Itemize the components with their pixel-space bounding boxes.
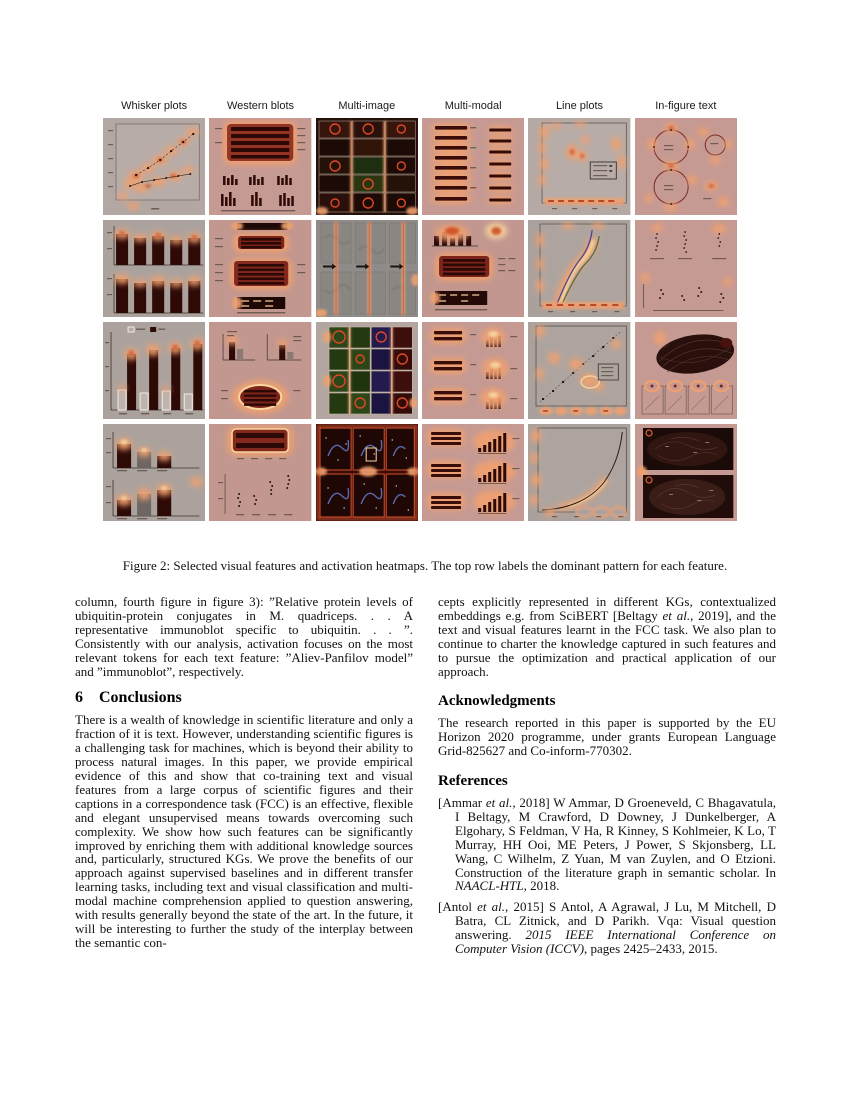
paper-page	[0, 18, 850, 1118]
figure-2-caption: Figure 2: Selected visual features and activation heatmaps. The top row labels the dominant pattern for each feature.	[122, 558, 728, 573]
figure-cell-r3c3-fluorescence-grid	[316, 322, 418, 419]
right-column	[438, 595, 776, 963]
figure-cell-r1c1-whisker	[103, 118, 205, 215]
right-paragraph-1	[438, 595, 776, 678]
figure-cell-r3c5-diagonal-scatter	[528, 322, 630, 419]
figure-cell-r1c5-line-plot	[528, 118, 630, 215]
figure-cell-r2c6-dot-plots	[635, 220, 737, 317]
figure-cell-r4c1-bar-panels	[103, 424, 205, 521]
left-paragraph-1: column, fourth figure in figure 3): ”Relative protein levels of ubiquitin-protein conjugates in M. quadriceps. . . A representative immunoblot specific to ubiquitin. . . ”. Consistently with our analysis, activation focuses on the most relevant tokens for each text feature: ”Aliev-Panfilov model” and ”immunoblot”, respectively.	[75, 594, 413, 679]
venue-italic: 2015 IEEE International Conference on Computer Vision (ICCV)	[455, 927, 776, 957]
right-paragraph-1-text-cont: , 2019], and the text and visual features learnt in the FCC task. We also plan to continue to charter the knowledge captured in such features and to pursue the optimization and practical application of our approach.	[438, 607, 776, 679]
figure-label-in-figure-text: In-figure text	[655, 100, 717, 112]
figure-column-labels	[103, 100, 737, 112]
acknowledgments-paragraph: The research reported in this paper is supported by the EU Horizon 2020 programme, under grants European Language Grid-825627 and Co-inform-770302.	[438, 715, 776, 759]
venue-italic: NAACL-HTL	[455, 878, 524, 894]
heatmap-thumbnail	[422, 118, 524, 215]
reference-text: , 2018] W Ammar, D Groeneveld, C Bhagavatula, I Beltagy, M Crawford, D Downey, J Dunkelberger, A Elgohary, S Feldman, V Ha, R Kinney, S Kohlmeier, K Lo, T Murray, HH Ooi, ME Peters, J Power, S Skjonsberg, LL Wang, C Wilhelm, Z Yuan, M van Zuylen, and O Etzioni. Construction of the literature graph in semantic scholar. In	[455, 794, 776, 880]
reference-text: , 2015] S Antol, A Agrawal, J Lu, M Mitchell, D Batra, CL Zitnick, and D Parikh. Vqa: Visual question answering.	[455, 899, 776, 943]
heatmap-thumbnail	[316, 424, 418, 521]
figure-cell-r4c3-dark-microscopy	[316, 424, 418, 521]
section-heading-conclusions	[75, 691, 413, 705]
figure-cell-r1c3-multi-image	[316, 118, 418, 215]
heatmap-thumbnail	[422, 322, 524, 419]
figure-label-western-blots: Western blots	[226, 100, 295, 112]
conclusions-paragraph: There is a wealth of knowledge in scientific literature and only a fraction of it is text. However, understanding scientific figures is a challenging task for machines, which is beyond their ability to process natural images. In this paper, we provide empirical evidence of this and show that co-training text and visual features from a large corpus of scientific figures and their captions in a correspondence task (FCC) is an effective, flexible and elegant unsupervised means towards overcoming such complexity. We show how such features can be significantly improved by enriching them with additional knowledge sources and, particularly, structured KGs. We prove the benefits of our approach against supervised baselines and in different transfer learning tasks, including text and visual classification and multi-modal machine comprehension applied to question answering, with results generally beyond the state of the art. In the future, it will be interesting to further the study of the interplay between the semantic con-	[75, 712, 413, 950]
figure-label-line-plots: Line plots	[555, 100, 604, 112]
etal-italic: et al.	[477, 899, 506, 915]
heatmap-thumbnail	[209, 424, 311, 521]
figure-cell-r2c3-gray-panels	[316, 220, 418, 317]
references-heading: References	[438, 773, 508, 790]
left-column	[75, 595, 413, 950]
heatmap-thumbnail	[209, 220, 311, 317]
section-title: Conclusions	[99, 689, 182, 707]
heatmap-thumbnail	[635, 322, 737, 419]
figure-cell-r1c6-in-figure-text	[635, 118, 737, 215]
heatmap-thumbnail	[528, 322, 630, 419]
figure-cell-r4c5-exponential-curve	[528, 424, 630, 521]
heatmap-thumbnail	[635, 424, 737, 521]
heatmap-thumbnail	[635, 220, 737, 317]
figure-cell-r2c4-bar-blots	[422, 220, 524, 317]
heatmap-thumbnail	[635, 118, 737, 215]
reference-item-ammar-2018	[438, 796, 776, 893]
figure-cell-r4c6-mri-panels	[635, 424, 737, 521]
reference-text: [Ammar	[438, 794, 486, 810]
heatmap-thumbnail	[103, 220, 205, 317]
reference-text: , 2018.	[523, 878, 560, 894]
heatmap-thumbnail	[209, 118, 311, 215]
heatmap-thumbnail	[103, 424, 205, 521]
figure-cell-r1c2-western-blot	[209, 118, 311, 215]
figure-cell-r1c4-multi-modal	[422, 118, 524, 215]
heatmap-thumbnail	[103, 322, 205, 419]
figure-cell-r2c2-blots	[209, 220, 311, 317]
figure-cell-r3c4-blots-flames	[422, 322, 524, 419]
heatmap-thumbnail	[316, 220, 418, 317]
etal-italic: et al.	[485, 794, 513, 810]
heatmap-thumbnail	[316, 118, 418, 215]
figure-label-whisker-plots: Whisker plots	[121, 100, 188, 112]
right-paragraph-1-text: cepts explicitly represented in different KGs, contextualized embeddings e.g. from SciBERT [Beltagy	[438, 594, 776, 623]
figure-cell-r3c6-mesh-surface	[635, 322, 737, 419]
reference-text: [Antol	[438, 899, 478, 915]
heatmap-thumbnail	[528, 118, 630, 215]
figure-cell-r3c2-bars-blot	[209, 322, 311, 419]
heatmap-thumbnail	[528, 220, 630, 317]
figure-cell-r2c5-line-curves	[528, 220, 630, 317]
figure-2-grid	[103, 118, 737, 521]
heatmap-thumbnail	[422, 424, 524, 521]
heatmap-thumbnail	[209, 322, 311, 419]
heatmap-thumbnail	[103, 118, 205, 215]
figure-cell-r3c1-tall-bars	[103, 322, 205, 419]
section-number: 6	[75, 689, 83, 707]
figure-cell-r2c1-bar-charts	[103, 220, 205, 317]
heatmap-thumbnail	[316, 322, 418, 419]
heatmap-thumbnail	[422, 220, 524, 317]
reference-item-antol-2015	[438, 900, 776, 956]
reference-text: , pages 2425–2433, 2015.	[584, 941, 718, 957]
acknowledgments-heading: Acknowledgments	[438, 693, 556, 710]
heatmap-thumbnail	[528, 424, 630, 521]
etal-italic: et al.	[662, 607, 691, 623]
figure-label-multi-image: Multi-image	[338, 100, 396, 112]
figure-cell-r4c2-blot-scatter	[209, 424, 311, 521]
figure-label-multi-modal: Multi-modal	[444, 100, 502, 112]
figure-cell-r4c4-blots-ascending-bars	[422, 424, 524, 521]
